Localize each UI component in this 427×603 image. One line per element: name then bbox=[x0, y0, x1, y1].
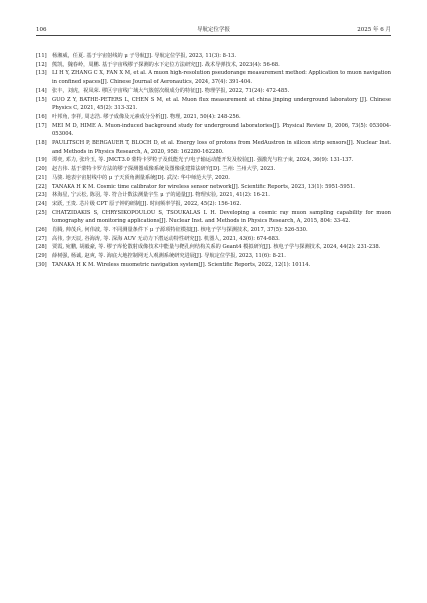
reference-item bbox=[36, 191, 391, 200]
reference-number: [20] bbox=[36, 166, 47, 173]
reference-text: MEI M D, HIME A. Muon-induced background study for underground laboratories[J]. Physical Review D, 2006, 73(5): 053004-053004. bbox=[52, 122, 391, 138]
reference-text: 叶邦角, 李祥, 周志浩. 缪子成像及元素成分分析[J]. 物理, 2021, 50(4): 248-256. bbox=[52, 113, 241, 120]
reference-text: 谭奕, 邓力, 张玲玉, 等. JMCT3.0 蒙特卡罗粒子及低能光子/电子输运动能开发及校验[J]. 强激光与粒子束, 2024, 36(9): 131-137. bbox=[52, 157, 354, 164]
reference-text: 高伟, 李天辰, 谷海涛, 等. 深海 AUV 无动力下潜运动特性研究[J]. 机器人, 2021, 43(6): 674-683. bbox=[52, 235, 280, 242]
reference-number: [16] bbox=[36, 113, 47, 120]
reference-number: [19] bbox=[36, 157, 47, 164]
reference-number: [13] bbox=[36, 70, 47, 77]
reference-number: [29] bbox=[36, 253, 47, 260]
reference-text: TANAKA H K M. Wireless muometric navigation system[J]. Scientific Reports, 2022, 12(1): 10114. bbox=[52, 261, 311, 268]
reference-item bbox=[36, 243, 391, 252]
reference-text: TANAKA H K M. Cosmic time calibrator for wireless sensor network[J]. Scientific Reports, 2023, 13(1): 5951-5951. bbox=[52, 183, 355, 190]
reference-text: GUO Z Y, BATHE-PETERS L, CHEN S M, et al. Muon flux measurement at china jinping underground laboratory [J]. Chinese Physics C, 2021, 45(2): 313-321. bbox=[52, 96, 391, 112]
reference-item bbox=[36, 139, 391, 156]
reference-number: [12] bbox=[36, 61, 47, 68]
reference-item bbox=[36, 235, 391, 244]
reference-item bbox=[36, 52, 391, 61]
reference-item bbox=[36, 156, 391, 165]
reference-number: [28] bbox=[36, 244, 47, 251]
reference-list bbox=[36, 52, 391, 270]
reference-number: [21] bbox=[36, 174, 47, 181]
reference-text: LI H Y, ZHANG C X, FAN X M, et al. A muon high-resolution pseudorange measurement method: Application to muon navigation in confined spaces[J]. Chinese Journal of Aeronautics, 2024, 37(4): 391-404. bbox=[52, 70, 391, 86]
reference-number: [30] bbox=[36, 261, 47, 268]
reference-text: 杨湘威，任夏. 基于宇宙射线的 μ 子导航[J]. 导航定位学报, 2023, 11(3): 8-13. bbox=[52, 53, 236, 59]
reference-number: [24] bbox=[36, 200, 47, 207]
reference-number: [22] bbox=[36, 183, 47, 190]
reference-text: PAULITSCH P, BERGAUER T, BLOCH D, et al. Energy loss of protons from MedAustron in silicon strip sensors[J]. Nuclear Inst. and Methods in Physics Research, A, 2020, 958: 162280-162280. bbox=[52, 140, 391, 155]
reference-text: CHATZIDAKIS S, CHRYSIKOPOULOU S, TSOUKALAS L H. Developing a cosmic ray muon sampling capability for muon tomography and monitoring applications[J]. Nuclear Inst. and Methods in Physics Research, A, 2015, 804: 33-42. bbox=[52, 209, 391, 225]
reference-item bbox=[36, 252, 391, 261]
reference-text: 熊凯，魏春岭，周鹏. 基于宇宙线缪子探测的水下定位方法研究[J]. 战术导弹技术, 2023(4): 56-68. bbox=[52, 61, 280, 68]
page-number: 106 bbox=[36, 27, 47, 33]
reference-number: [25] bbox=[36, 209, 47, 216]
reference-text: 贾霞, 宛鹏, 胡毅豪, 等. 缪子库伦散射成像技术中能量与靶孔何结构关系的 Geant4 模拟研究[J]. 核电子学与探测技术, 2024, 44(2): 231-238. bbox=[52, 244, 381, 251]
reference-number: [27] bbox=[36, 235, 47, 242]
reference-number: [17] bbox=[36, 122, 47, 129]
reference-item bbox=[36, 122, 391, 139]
reference-number: [26] bbox=[36, 227, 47, 234]
reference-item bbox=[36, 87, 391, 96]
reference-text: 赵吉伟. 基于蒙特卡罗方法的缪子探测器成像系统及图像重建算法研究[D]. 兰州: 兰州大学, 2023. bbox=[52, 166, 276, 173]
reference-item bbox=[36, 113, 391, 122]
reference-item bbox=[36, 200, 391, 209]
journal-title: 导航定位学报 bbox=[196, 27, 230, 33]
reference-item bbox=[36, 183, 391, 192]
reference-text: 薛树强, 杨诚, 赵爽, 等. 海底大地控制网无人观测系统研究进展[J]. 导航定位学报, 2023, 11(6): 8-21. bbox=[52, 253, 286, 260]
reference-item bbox=[36, 174, 391, 183]
reference-text: 马骏. 地表宇宙射线中的 μ 子天顶角测量系统[D]. 武汉: 华中师范大学, 2020. bbox=[52, 174, 230, 181]
reference-number: [23] bbox=[36, 192, 47, 199]
reference-number: [15] bbox=[36, 96, 47, 103]
reference-item bbox=[36, 209, 391, 226]
reference-item bbox=[36, 61, 391, 70]
reference-item bbox=[36, 96, 391, 113]
reference-text: 宋跃, 王贵. 芯片级 CPT 原子钟的研制[J]. 时间频率学报, 2022, 45(2): 156-162. bbox=[52, 200, 242, 207]
running-header bbox=[36, 20, 391, 36]
reference-item bbox=[36, 226, 391, 235]
reference-item bbox=[36, 261, 391, 270]
reference-text: 林海星, 宁云松, 陈羽, 等. 符合计数法测量宇生 μ 子的通量[J]. 物理实验, 2021, 41(2): 16-21. bbox=[52, 192, 270, 199]
reference-text: 肖腾, 帅茂兵, 何伟波, 等. 不同测量条件下 μ 子源项特征模拟[J]. 核电子学与探测技术, 2017, 37(5): 526-530. bbox=[52, 227, 308, 234]
reference-item bbox=[36, 165, 391, 174]
reference-number: [11] bbox=[36, 53, 47, 59]
issue-date: 2025 年 6 月 bbox=[357, 27, 391, 33]
reference-text: 张丰，刘虎，祝凤荣. 缪区宇宙线广域大气簇射次级成分的特征[J]. 物理学报, 2022, 71(24): 472-485. bbox=[52, 87, 290, 94]
reference-number: [18] bbox=[36, 140, 47, 147]
reference-number: [14] bbox=[36, 87, 47, 94]
reference-item bbox=[36, 69, 391, 86]
